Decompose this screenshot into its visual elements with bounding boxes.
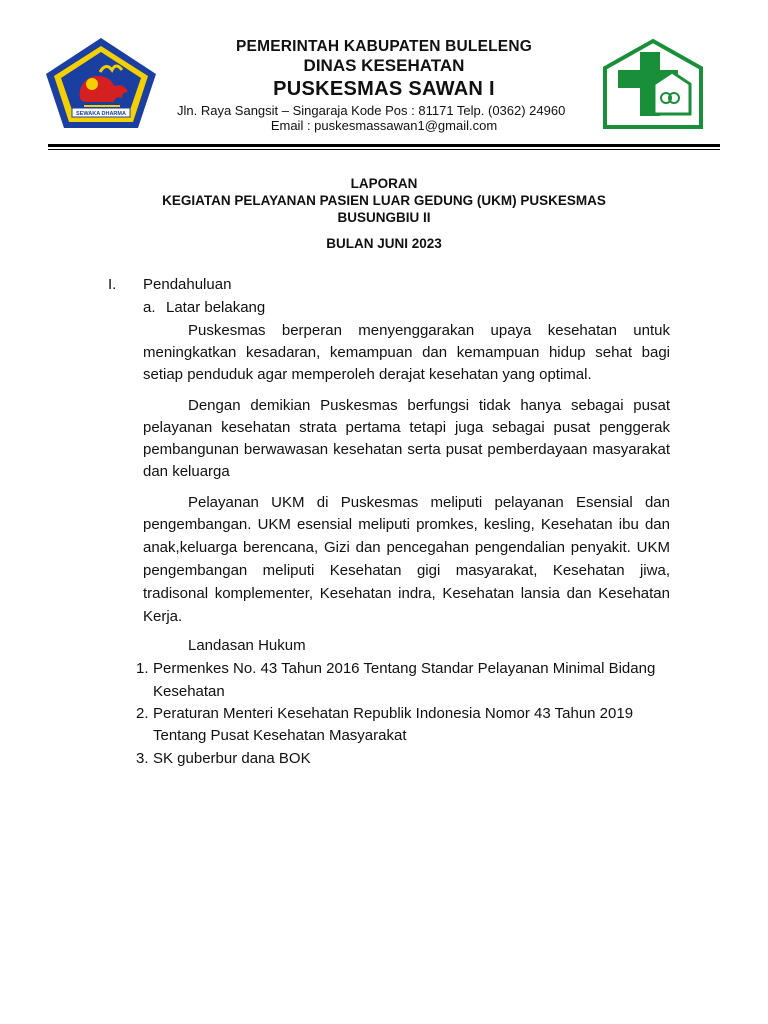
paragraph-3-line: pengembangan. UKM esensial meliputi promkes, kesling, Kesehatan ibu dan [143, 516, 670, 533]
legal-item-text: SK guberbur dana BOK [153, 750, 311, 767]
paragraph-3-line: tradisonal komplementer, Kesehatan indra, Kesehatan lansia dan Kesehatan [143, 585, 670, 602]
header-department: DINAS KESEHATAN [303, 56, 465, 75]
paragraph-3-line: Kerja. [143, 608, 183, 625]
header-divider-thick [48, 144, 720, 147]
legal-item-text: Peraturan Menteri Kesehatan Republik Indonesia Nomor 43 Tahun 2019 [153, 705, 634, 722]
legal-item-text-cont: Kesehatan [153, 683, 225, 700]
section-numeral: I. [108, 276, 117, 293]
report-subtitle-location: BUSUNGBIU II [337, 210, 431, 225]
paragraph-1-line: Puskesmas berperan menyenggarakan upaya kesehatan untuk [188, 322, 670, 339]
subsection-marker: a. [143, 299, 156, 316]
legal-item-text: Permenkes No. 43 Tahun 2016 Tentang Standar Pelayanan Minimal Bidang [153, 660, 656, 677]
report-subtitle: KEGIATAN PELAYANAN PASIEN LUAR GEDUNG (UKM) PUSKESMAS [162, 193, 606, 208]
paragraph-3-line: Pelayanan UKM di Puskesmas meliputi pelayanan Esensial dan [188, 494, 670, 511]
header-institution: PUSKESMAS SAWAN I [273, 78, 495, 100]
legal-item-text-cont: Tentang Pusat Kesehatan Masyarakat [153, 727, 407, 744]
header-address: Jln. Raya Sangsit – Singaraja Kode Pos : 81171 Telp. (0362) 24960 [177, 103, 566, 118]
legal-basis-heading: Landasan Hukum [188, 637, 306, 654]
paragraph-2-line: Dengan demikian Puskesmas berfungsi tidak hanya sebagai pusat [188, 397, 670, 414]
paragraph-1-line: setiap penduduk agar memperoleh derajat kesehatan yang optimal. [143, 366, 592, 383]
header-government: PEMERINTAH KABUPATEN BULELENG [236, 38, 532, 55]
paragraph-3-line: anak,keluarga berencana, Gizi dan pencegahan pengendalian penyakit. UKM [143, 539, 670, 556]
report-period: BULAN JUNI 2023 [326, 236, 442, 251]
legal-item-number: 1. [136, 660, 149, 677]
subsection-heading: Latar belakang [166, 299, 266, 316]
header-email: Email : puskesmassawan1@gmail.com [270, 118, 498, 133]
paragraph-2-line: dan keluarga [143, 463, 230, 480]
section-heading: Pendahuluan [143, 276, 232, 293]
header-divider-thin [48, 149, 720, 150]
paragraph-1-line: meningkatkan kesadaran, kemampuan dan kemampuan hidup sehat bagi [143, 344, 670, 361]
svg-text:SEWAKA DHARMA: SEWAKA DHARMA [76, 111, 126, 117]
paragraph-2-line: pelayanan kesehatan strata pertama tetapi juga sebagai pusat penggerak [143, 419, 670, 436]
paragraph-3-line: pengembangan meliputi Kesehatan gigi masyarakat, Kesehatan jiwa, [143, 562, 670, 579]
paragraph-2-line: pembangunan berwawasan kesehatan serta pusat pemberdayaan masyarakat [143, 441, 670, 458]
report-title: LAPORAN [350, 176, 418, 191]
legal-item-number: 2. [136, 705, 149, 722]
legal-item-number: 3. [136, 750, 149, 767]
